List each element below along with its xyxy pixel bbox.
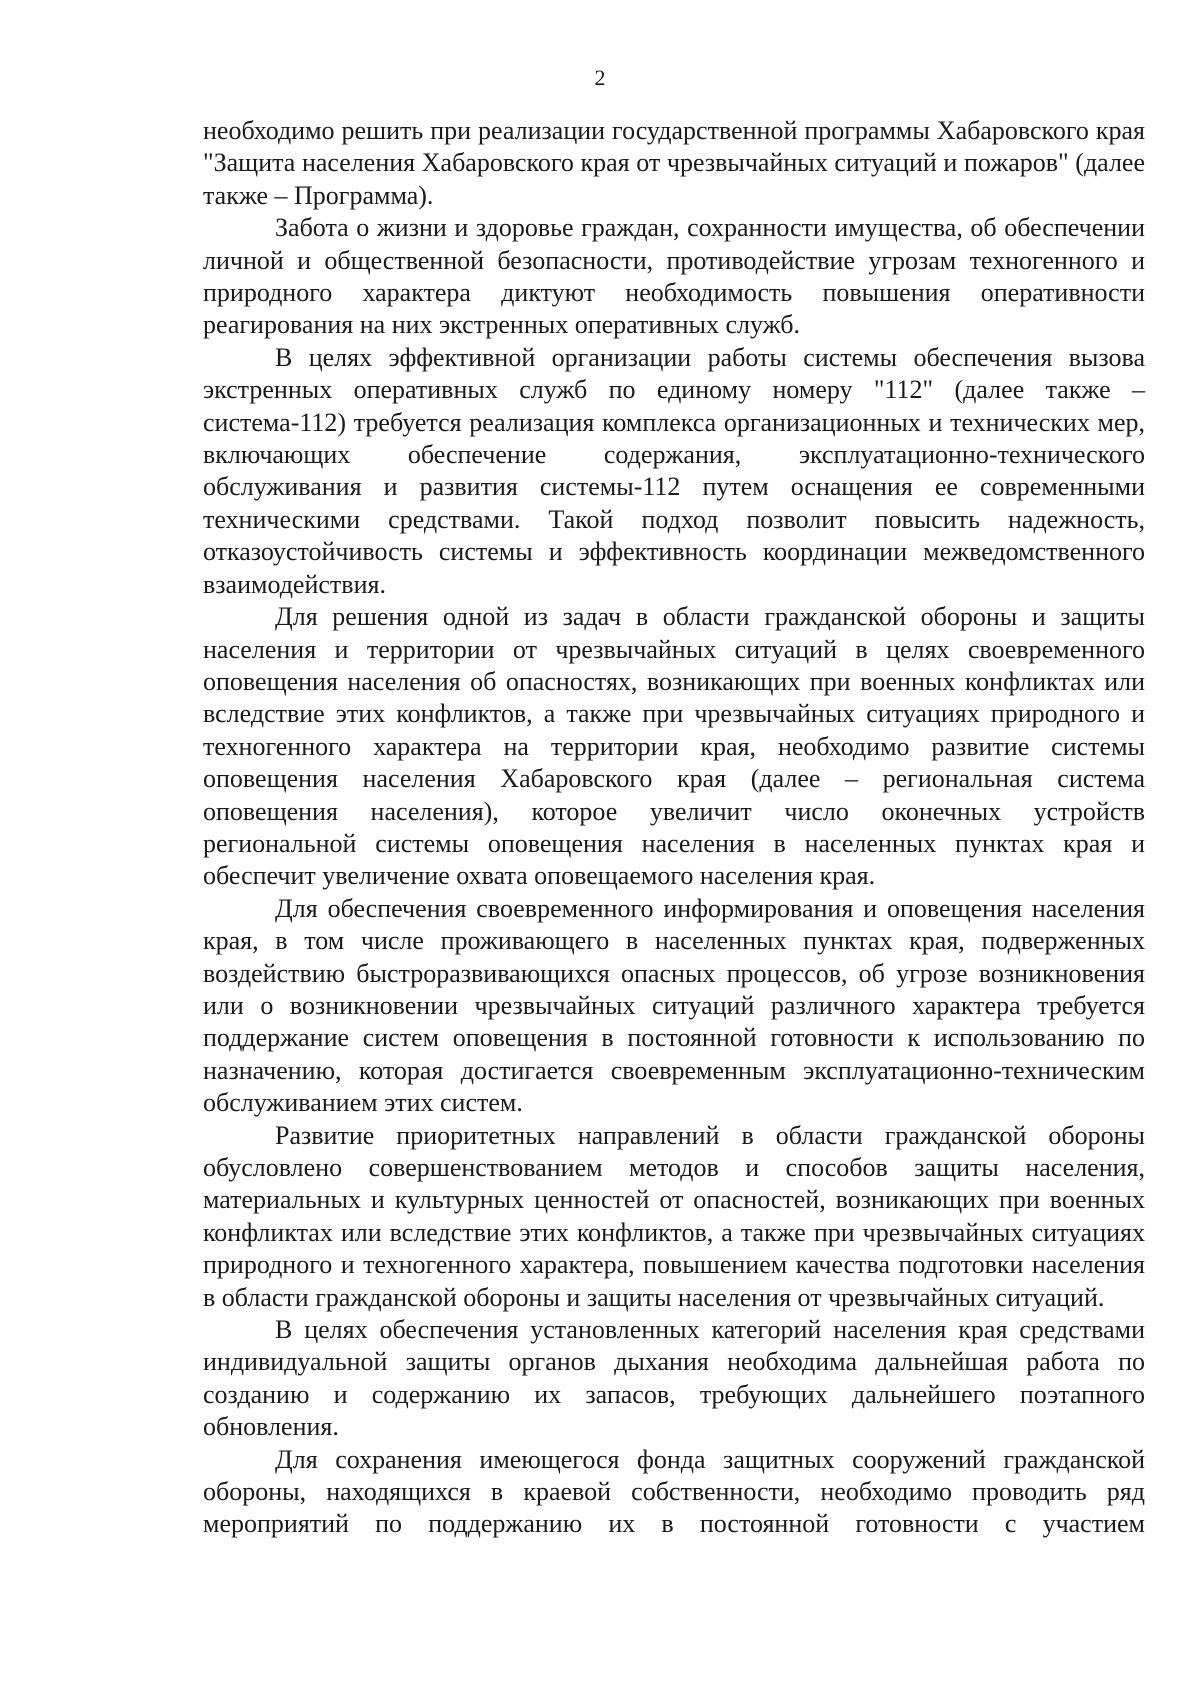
document-body [203, 115, 1145, 1541]
paragraph: необходимо решить при реализации государственной программы Хабаровского края "Защита населения Хабаровского края от чрезвычайных ситуаций и пожаров" (далее также – Программа). [203, 116, 1145, 210]
page-number: 2 [594, 65, 606, 90]
paragraph: В целях обеспечения установленных категорий населения края средствами индивидуальной защиты органов дыхания необходима дальнейшая работа по созданию и содержанию их запасов, требующих дальнейшего поэтапного обновления. [203, 1315, 1145, 1442]
paragraph: Забота о жизни и здоровье граждан, сохранности имущества, об обеспечении личной и общественной безопасности, противодействие угрозам техногенного и природного характера диктуют необходимость повышения оперативности реагирования на них экстренных оперативных служб. [203, 213, 1145, 340]
paragraph: В целях эффективной организации работы системы обеспечения вызова экстренных оперативных служб по единому номеру "112" (далее также – система-112) требуется реализация комплекса организационных и технических мер, включающих обеспечение содержания, эксплуатационно-технического обслуживания и развития системы-112 путем оснащения ее современными техническими средствами. Такой подход позволит повысить надежность, отказоустойчивость системы и эффективность координации межведомственного взаимодействия. [203, 342, 1145, 599]
paragraph: Для сохранения имеющегося фонда защитных сооружений гражданской обороны, находящихся в краевой собственности, необходимо проводить ряд мероприятий по поддержанию их в постоянной готовности с участием [203, 1444, 1145, 1539]
paragraph: Развитие приоритетных направлений в области гражданской обороны обусловлено совершенствованием методов и способов защиты населения, материальных и культурных ценностей от опасностей, возникающих при военных конфликтах или вследствие этих конфликтов, а также при чрезвычайных ситуациях природного и техногенного характера, повышением качества подготовки населения в области гражданской обороны и защиты населения от чрезвычайных ситуаций. [203, 1120, 1145, 1312]
paragraph: Для обеспечения своевременного информирования и оповещения населения края, в том числе проживающего в населенных пунктах края, подверженных воздействию быстроразвивающихся опасных процессов, об угрозе возникновения или о возникновении чрезвычайных ситуаций различного характера требуется поддержание систем оповещения в постоянной готовности к использованию по назначению, которая достигается своевременным эксплуатационно-техническим обслуживанием этих систем. [203, 893, 1145, 1118]
paragraph: Для решения одной из задач в области гражданской обороны и защиты населения и территории от чрезвычайных ситуаций в целях своевременного оповещения населения об опасностях, возникающих при военных конфликтах или вследствие этих конфликтов, а также при чрезвычайных ситуациях природного и техногенного характера на территории края, необходимо развитие системы оповещения населения Хабаровского края (далее – региональная система оповещения населения), которое увеличит число оконечных устройств региональной системы оповещения населения в населенных пунктах края и обеспечит увеличение охвата оповещаемого населения края. [203, 602, 1145, 891]
